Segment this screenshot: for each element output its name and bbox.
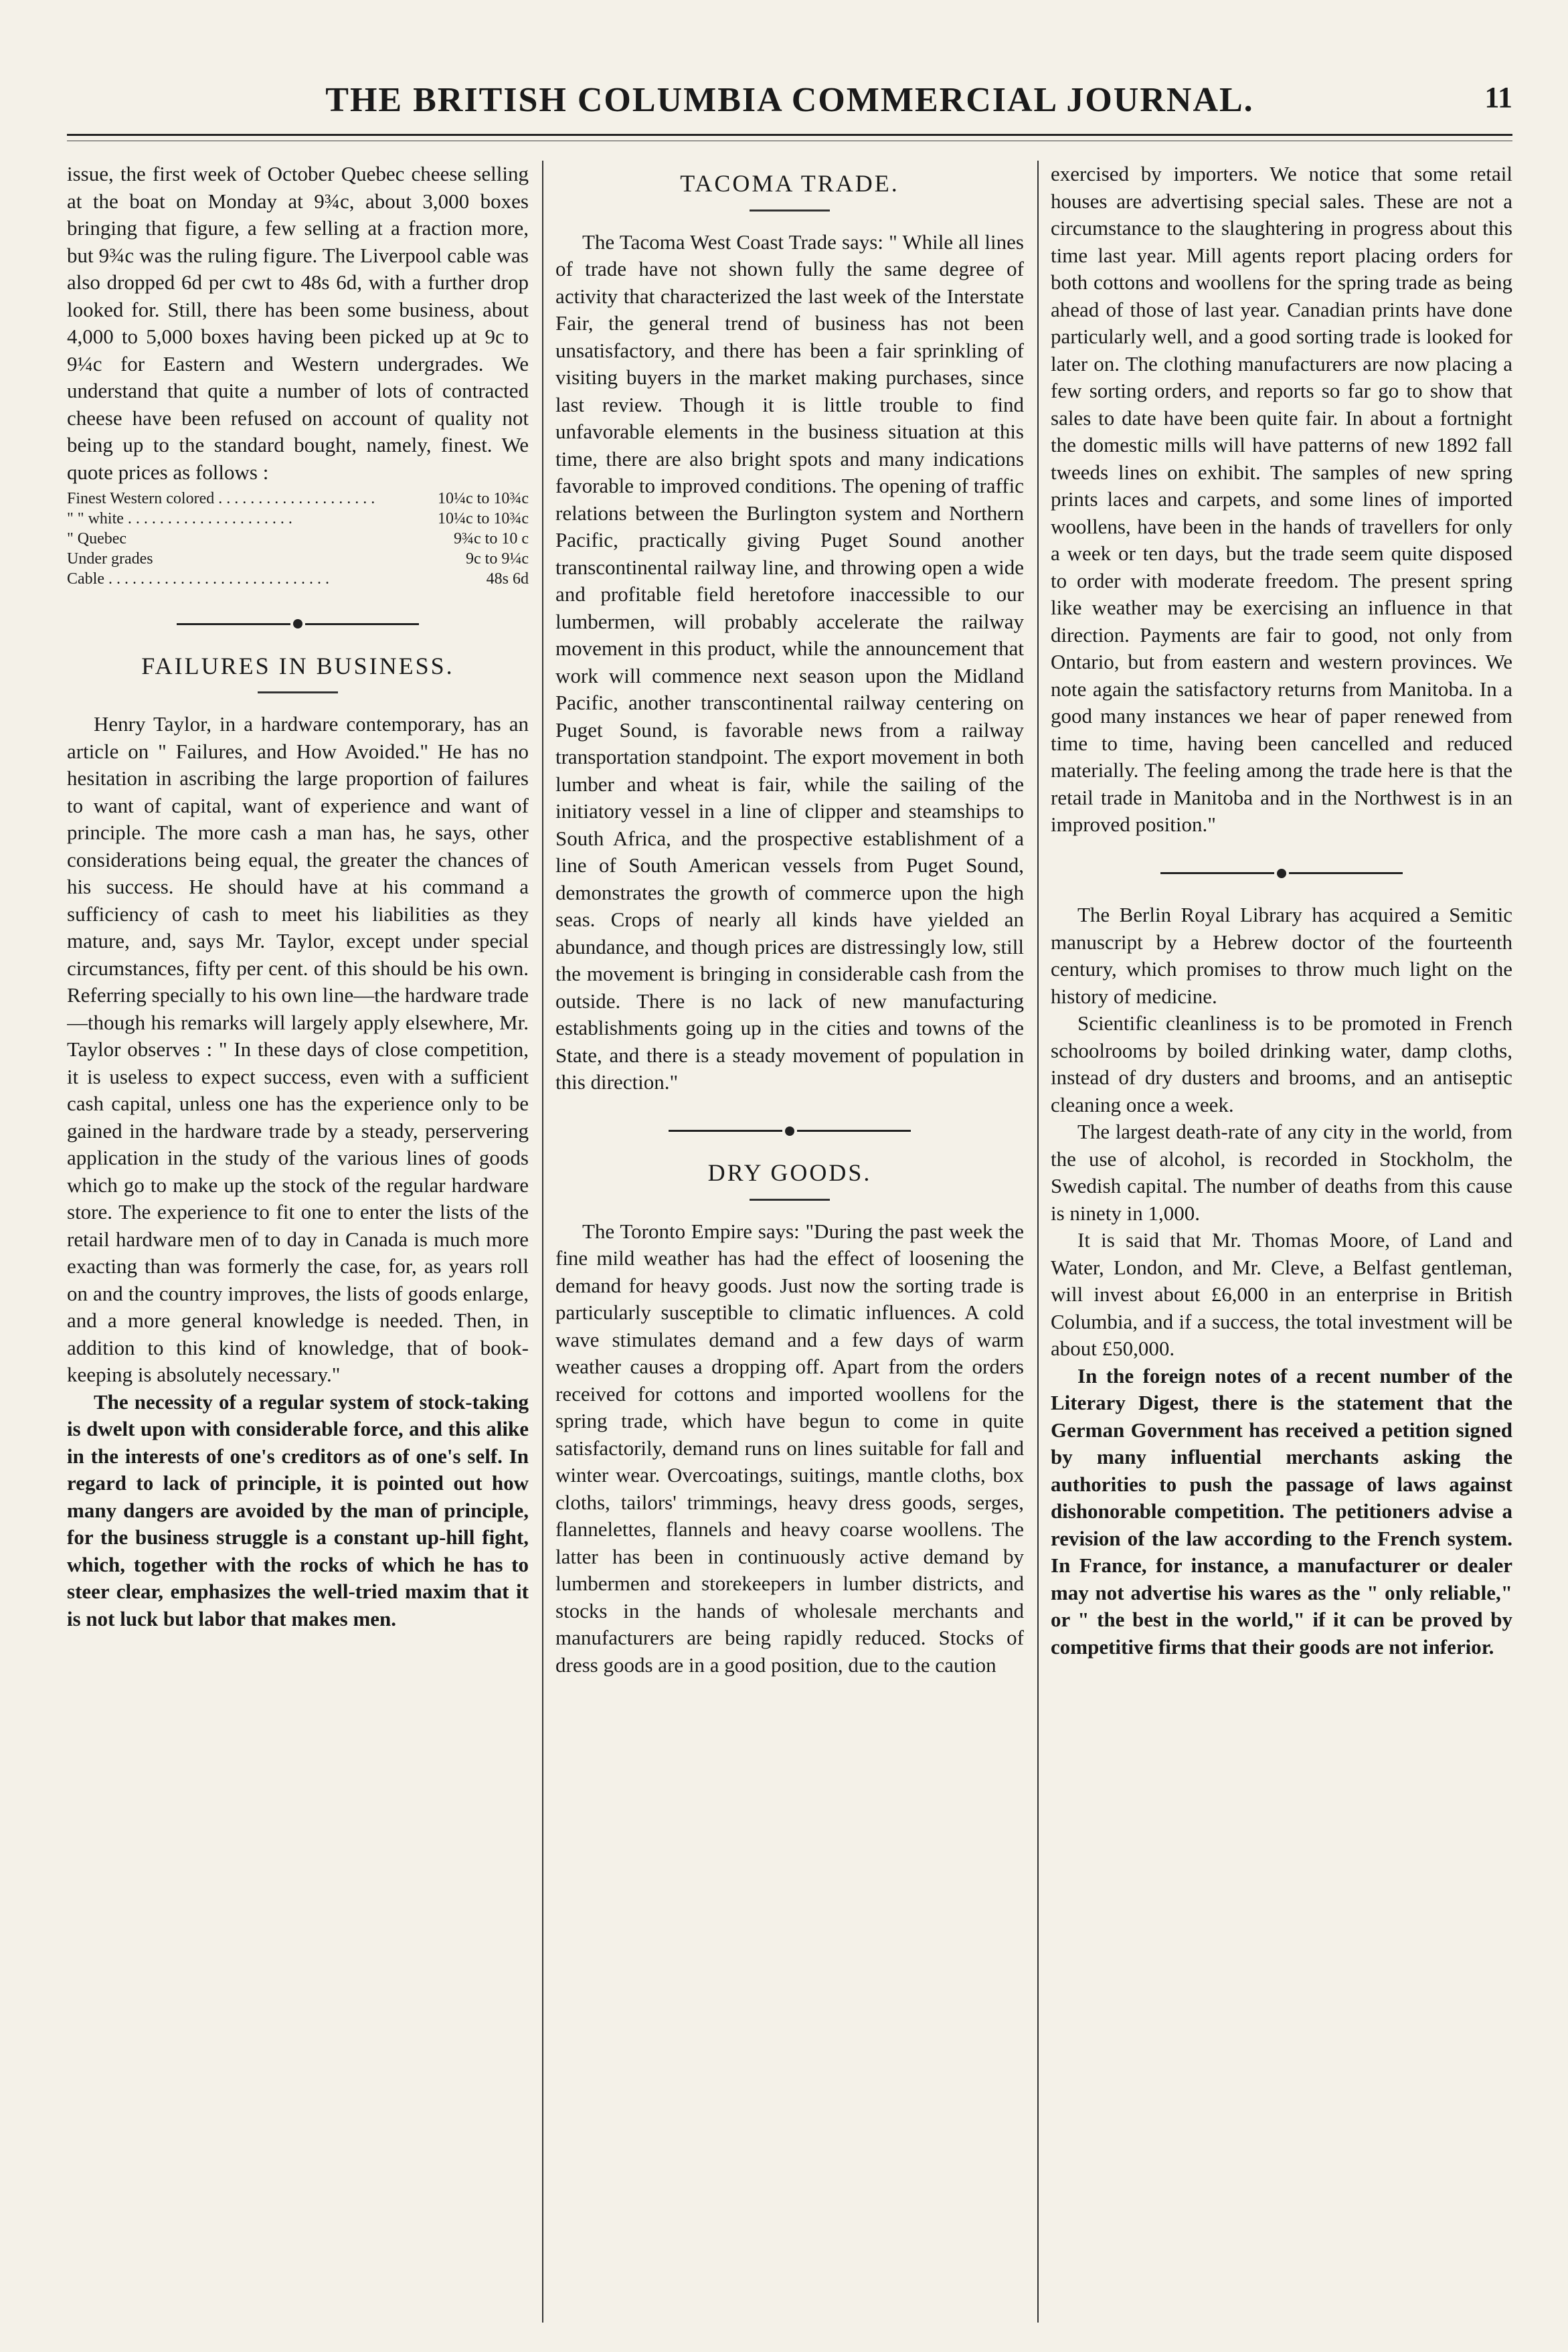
price-label: Under grades xyxy=(67,550,153,568)
section-title-tacoma: TACOMA TRADE. xyxy=(680,170,899,197)
news-note: In the foreign notes of a recent number of the Literary Digest, there is the statement that the German Government has received a petition signed by many influential merchants asking the authorities to push the passage of laws against dishonorable competition. The petitioners advise a revision of the law according to the French system. In France, for instance, a manufacturer or dealer may not advertise his wares as the " only reliable," or " the best in the world," if it can be proved by competitive firms that their goods are not inferior. xyxy=(1051,1363,1512,1659)
column-3 xyxy=(1051,161,1512,2316)
section-title-dry-goods: DRY GOODS. xyxy=(707,1159,872,1186)
news-note: Scientific cleanliness is to be promoted in French schoolrooms by boiled drinking water, damp cloths, instead of dry dusters and brooms, and an antiseptic cleaning once a week. xyxy=(1051,1011,1512,1116)
news-note: The largest death-rate of any city in the world, from the use of alcohol, is recorded in Stockholm, the Swedish capital. The number of deaths from this cause is ninety in 1,000. xyxy=(1051,1120,1512,1225)
failures-bold-block xyxy=(67,1389,529,1633)
dry-goods-continued-paragraph: exercised by importers. We notice that some retail houses are advertising special sales. These are not a circumstance to the slaughtering in progress about this time last year. Mill agents report placing orders for both cottons and woollens for the spring trade as being ahead of those of last year. Canadian prints have done particularly well, and a good sorting trade is looked for later on. The clothing manufacturers are now placing a few sorting orders, and reports so far go to show that sales to date have been quite fair. In about a fortnight the domestic mills will have patterns of new 1892 fall tweeds lines on exhibit. The samples of new spring prints laces and carpets, and some lines of imported woollens, have been in the hands of travellers for only a week or ten days, but the trade seem quite disposed to order with moderate freedom. The present spring like weather may be exercising an influence in that direction. Payments are fair to good, not only from Ontario, but from eastern and western provinces. We note again the satisfactory returns from Manitoba. In a good many instances we hear of paper renewed from time to time, having been cancelled and reduced materially. The feeling among the trade here is that the retail trade in Manitoba and in the Northwest is in an improved position." xyxy=(1051,162,1512,836)
masthead-title: THE BRITISH COLUMBIA COMMERCIAL JOURNAL. xyxy=(325,81,1254,119)
title-rule xyxy=(750,1199,830,1201)
column-divider xyxy=(1037,161,1039,2323)
page-number: 11 xyxy=(1484,81,1512,114)
failures-paragraph: Henry Taylor, in a hardware contemporary, has an article on " Failures, and How Avoided." He has no hesitation in ascribing the large proportion of failures to want of capital, want of experience and want of principle. The more cash a man has, he says, other considerations being equal, the greater the chances of his success. He should have at his command a sufficiency of cash to meet his liabilities as they mature, and, says Mr. Taylor, except under special circumstances, fifty per cent. of this should be his own. Referring specially to his own line—the hardware trade—though his remarks will largely apply elsewhere, Mr. Taylor observes : " In these days of close competition, it is useless to expect success, even with a sufficient cash capital, unless one has the experience only to be gained in the hardware trade by a steady, perservering application in the study of the various lines of goods which go to make up the stock of the regular hardware store. The experience to fit one to enter the lists of the retail hardware men of to day in Canada is much more exacting than was formerly the case, for, as years roll on and the country improves, the lists of goods enlarge, and a more general knowledge is needed. Then, in addition to this kind of knowledge, that of book-keeping is absolutely necessary." xyxy=(67,712,529,1386)
news-note-bold xyxy=(1051,1363,1512,1661)
section-ornament xyxy=(555,1116,1024,1144)
price-label: " Quebec xyxy=(67,530,127,548)
title-rule xyxy=(258,691,338,693)
header-rule xyxy=(67,134,1512,136)
column-divider xyxy=(542,161,543,2323)
price-row xyxy=(67,489,529,509)
dry-goods-paragraph: The Toronto Empire says: "During the past week the fine mild weather has had the effect of loosening the demand for heavy goods. Just now the sorting trade is particularly susceptible to climatic influences. A cold wave stimulates demand and a few days of warm weather causes a dropping off. Apart from the orders received for cottons and imported woollens for the spring trade, which have begun to come in quite satisfactorily, demand runs on lines suitable for fall and winter wear. Overcoatings, suitings, mantle cloths, box cloths, tailors' trimmings, heavy dress goods, serges, flannelettes, flannels and heavy coarse woollens. The latter has been in continuously active demand by lumbermen and storekeepers in lumber districts, and stocks in the hands of wholesale merchants and manufacturers are being rapidly reduced. Stocks of dress goods are in a good position, due to the caution xyxy=(555,1219,1024,1677)
column-1 xyxy=(67,161,529,2316)
section-ornament xyxy=(1051,859,1512,886)
price-label: " " white . . . . . . . . . . . . . . . . . . . . . xyxy=(67,510,292,527)
price-row xyxy=(67,549,529,569)
price-label: Finest Western colored . . . . . . . . . . . . . . . . . . . . xyxy=(67,490,375,507)
price-row xyxy=(67,569,529,589)
price-value: 9c to 9¼c xyxy=(466,550,529,568)
price-row xyxy=(67,529,529,549)
news-note: The Berlin Royal Library has acquired a Semitic manuscript by a Hebrew doctor of the fourteenth century, which promises to throw much light on the history of medicine. xyxy=(1051,903,1512,1008)
price-value: 9¾c to 10 c xyxy=(454,530,529,548)
failures-paragraph: The necessity of a regular system of stock-taking is dwelt upon with considerable force, and this alike in the interests of one's creditors as of one's self. In regard to lack of principle, it is pointed out how many dangers are avoided by the man of principle, for the business struggle is a constant up-hill fight, which, together with the rocks of which he has to steer clear, emphasizes the well-tried maxim that it is not luck but labor that makes men. xyxy=(67,1390,529,1630)
cheese-market-paragraph: issue, the first week of October Quebec cheese selling at the boat on Monday at 9¾c, about 3,000 boxes bringing that figure, a few selling at a fraction more, but 9¾c was the ruling figure. The Liverpool cable was also dropped 6d per cwt to 48s 6d, with a further drop looked for. Still, there has been some business, about 4,000 to 5,000 boxes having been picked up at 9c to 9¼c for Eastern and Western undergrades. We understand that quite a number of lots of contracted cheese have been refused on account of quality not being up to the standard bought, namely, finest. We quote prices as follows : xyxy=(67,162,529,484)
price-row xyxy=(67,509,529,529)
title-rule xyxy=(750,209,830,212)
price-label: Cable . . . . . . . . . . . . . . . . . . . . . . . . . . . . xyxy=(67,570,329,588)
price-value: 10¼c to 10¾c xyxy=(438,490,529,507)
cheese-price-table xyxy=(67,489,529,589)
section-title-failures: FAILURES IN BUSINESS. xyxy=(141,652,454,679)
news-note: It is said that Mr. Thomas Moore, of Land and Water, London, and Mr. Cleve, a Belfast gentleman, will invest about £6,000 in an enterprise in British Columbia, and if a success, the total investment will be about £50,000. xyxy=(1051,1228,1512,1360)
price-value: 48s 6d xyxy=(486,570,529,588)
section-ornament xyxy=(67,609,529,637)
column-2 xyxy=(555,161,1024,2316)
page-header xyxy=(67,80,1512,134)
price-value: 10¼c to 10¾c xyxy=(438,510,529,527)
tacoma-paragraph: The Tacoma West Coast Trade says: " While all lines of trade have not shown fully the same degree of activity that characterized the last week of the Interstate Fair, the general trend of business has not been unsatisfactory, and there has been a fair sprinkling of visiting buyers in the market making purchases, since last review. Though it is little trouble to find unfavorable elements in the business situation at this time, there are also bright spots and many indications favorable to improved conditions. The opening of traffic relations between the Burlington system and Northern Pacific, practically giving Puget Sound another transcontinental railway line, and throwing open a wide and profitable field heretofore inaccessible to our lumbermen, will probably accelerate the railway movement in this product, while the announcement that work will commence next season upon the Midland Pacific, another transcontinental railway centering on Puget Sound, is favorable news from a railway transportation standpoint. The export movement in both lumber and wheat is fair, while the sailing of the initiatory vessel in a line of clipper and steamships to South Africa, and the prospective establishment of a line of South American vessels from Puget Sound, demonstrates the growth of commerce upon the high seas. Crops of nearly all kinds have yielded an abundance, and though prices are distressingly low, still the movement is bringing in considerable cash from the outside. There is no lack of new manufacturing establishments going up in the cities and towns of the State, and there is a steady movement of population in this direction." xyxy=(555,230,1024,1094)
